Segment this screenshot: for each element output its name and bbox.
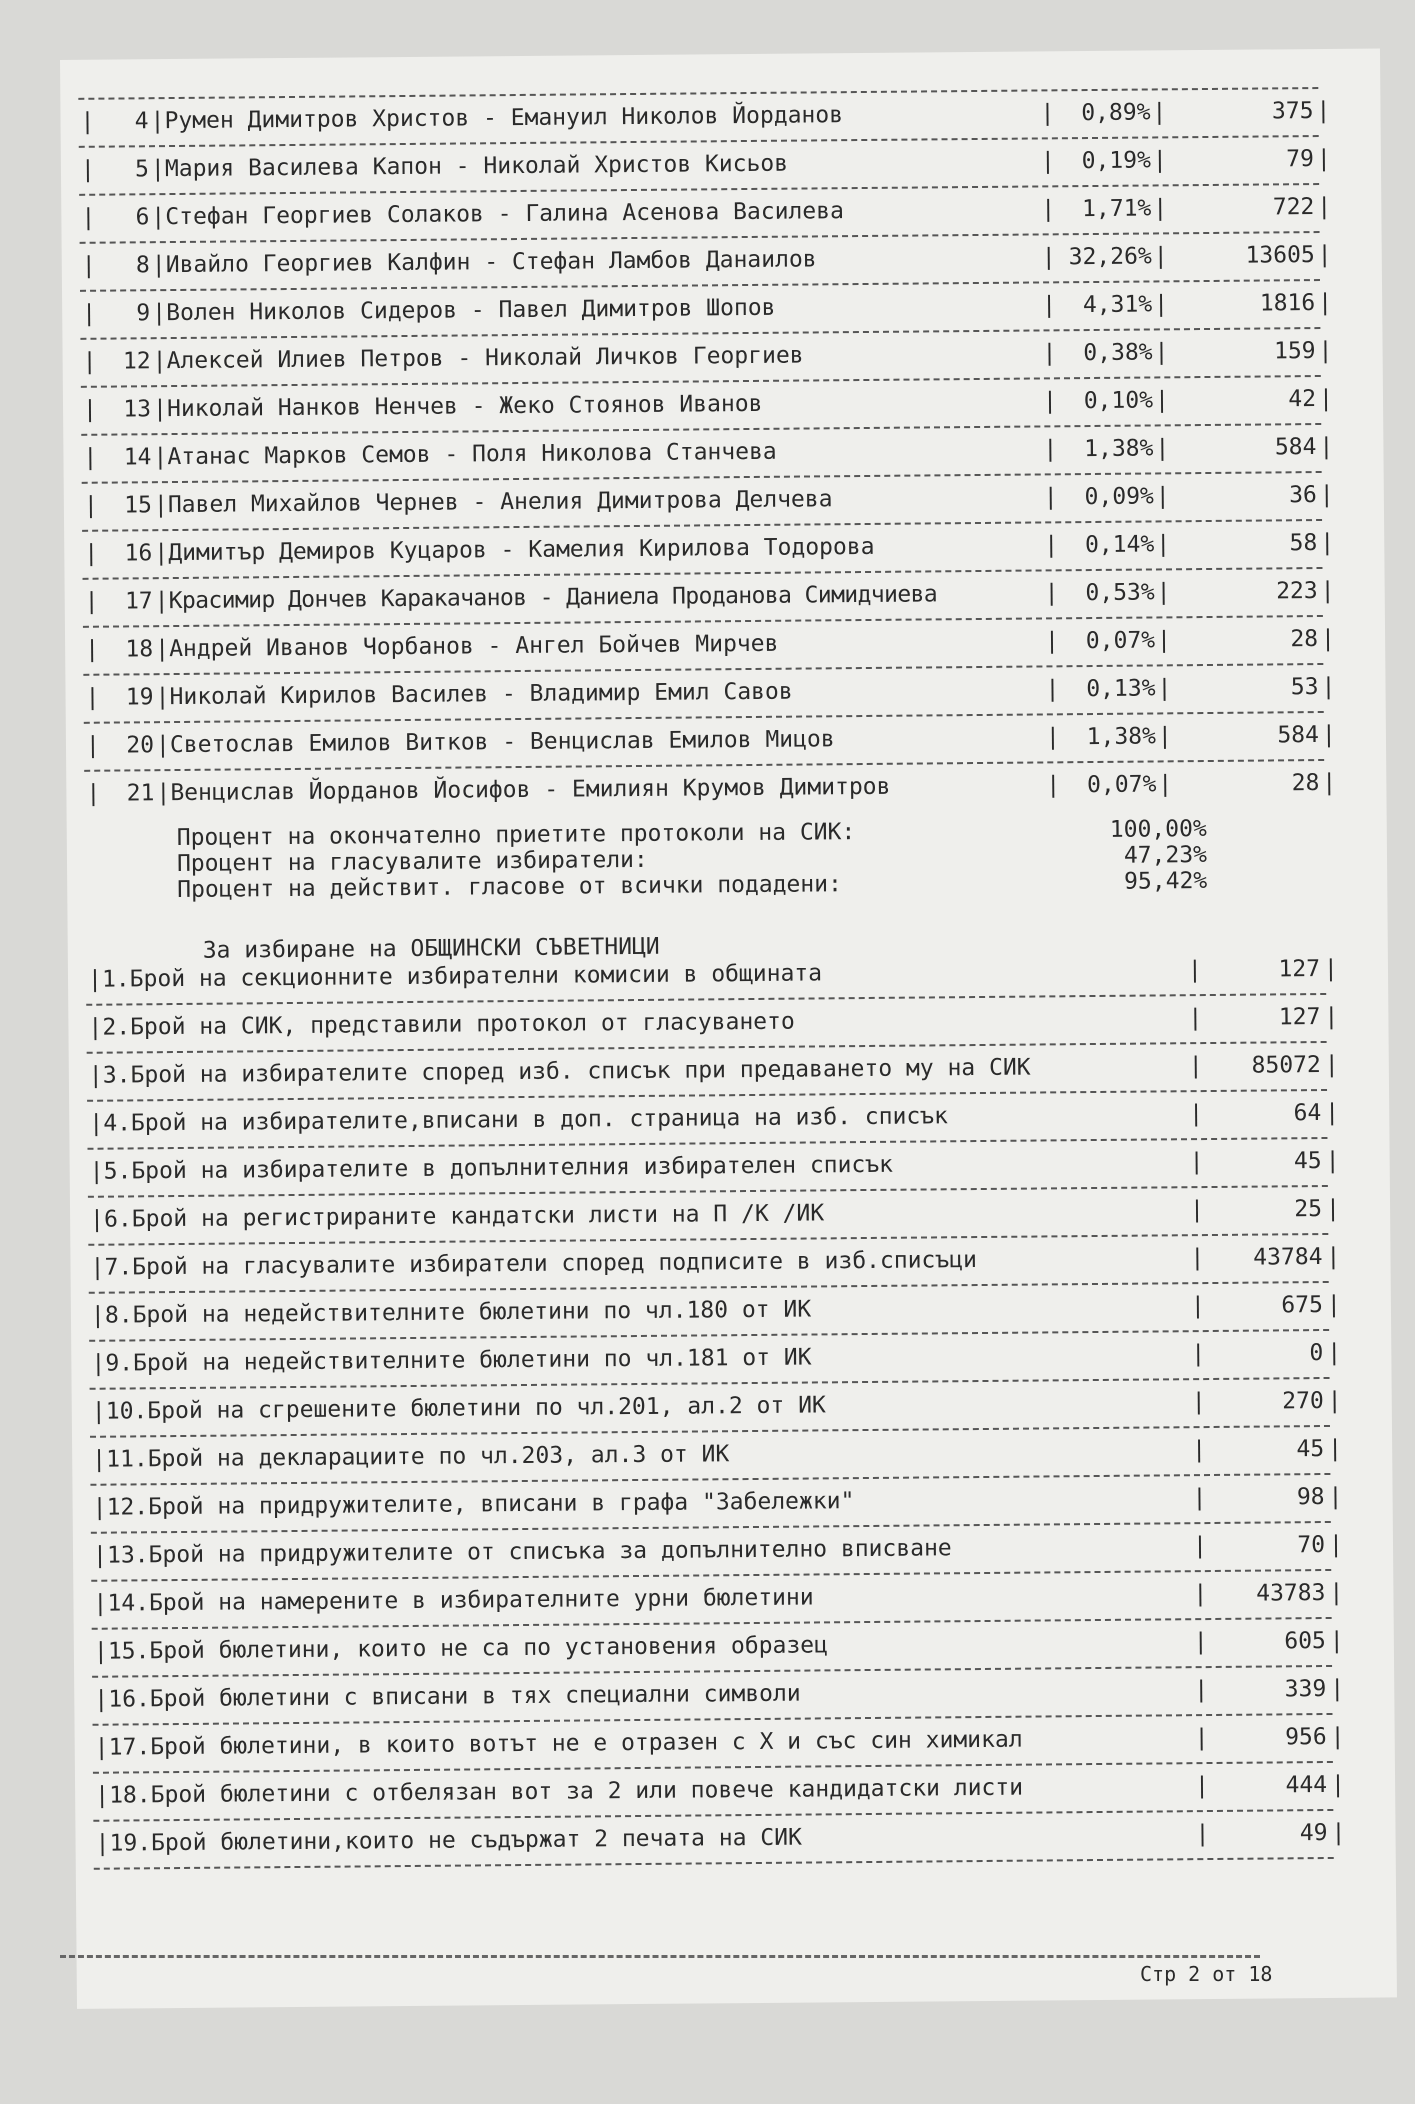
candidate-row: | 15 | Павел Михайлов Чернев - Анелия Димитрова Делчева | 0,09% | 36 | <box>84 475 1324 526</box>
stat-row: | 11.Брой на декларациите по чл.203, ал.3 от ИК | 45 | <box>92 1429 1332 1480</box>
stat-value: 127 <box>1278 1004 1321 1031</box>
candidate-name: Стефан Георгиев Солаков - Галина Асенова Василева <box>165 198 844 231</box>
candidate-number: 21 <box>126 780 155 807</box>
summary-label: Процент на действит. гласове от всички подадени: <box>177 871 843 904</box>
candidate-percent: 0,19% <box>1081 147 1152 175</box>
candidate-votes: 223 <box>1276 578 1318 605</box>
candidate-votes: 42 <box>1288 386 1317 413</box>
stat-row: | 9.Брой на недействителните бюлетини по чл.181 от ИК | 0 | <box>91 1333 1331 1384</box>
candidate-row: | 21 | Венцислав Йорданов Йосифов - Емилиян Крумов Димитров | 0,07% | 28 | <box>86 763 1326 814</box>
stat-label: 8.Брой на недействителните бюлетини по чл.180 от ИК <box>104 1296 812 1329</box>
stat-value: 25 <box>1294 1196 1323 1223</box>
stat-label: 15.Брой бюлетини, които не са по установения образец <box>107 1632 829 1665</box>
stat-row: | 16.Брой бюлетини с вписани в тях специални символи | 339 | <box>94 1669 1334 1720</box>
candidate-name: Светослав Емилов Витков - Венцислав Емилов Мицов <box>169 726 835 759</box>
stat-value: 127 <box>1278 956 1321 983</box>
stat-value: 675 <box>1281 1292 1324 1319</box>
stat-row: | 15.Брой бюлетини, които не са по установения образец | 605 | <box>94 1621 1334 1672</box>
summary-label: Процент на гласувалите избиратели: <box>176 846 648 878</box>
candidate-number: 5 <box>134 156 150 183</box>
stat-value: 605 <box>1284 1628 1326 1655</box>
stat-row: | 17.Брой бюлетини, в които вотът не е отразен с Х и със син химикал | 956 | <box>95 1717 1335 1768</box>
candidate-name: Венцислав Йорданов Йосифов - Емилиян Крумов Димитров <box>170 773 891 807</box>
candidate-row: | 19 | Николай Кирилов Василев - Владимир Емил Савов | 0,13% | 53 | <box>85 667 1325 718</box>
stat-label: 11.Брой на декларациите по чл.203, ал.3 от ИК <box>106 1441 730 1473</box>
candidate-number: 19 <box>125 684 154 711</box>
candidate-number: 15 <box>124 492 153 519</box>
candidate-votes: 1816 <box>1259 290 1316 317</box>
stat-row: | 12.Брой на придружителите, вписани в графа "Забележки" | 98 | <box>92 1477 1332 1528</box>
candidate-row: | 16 | Димитър Демиров Куцаров - Камелия Кирилова Тодорова | 0,14% | 58 | <box>84 523 1324 574</box>
stat-value: 956 <box>1285 1724 1327 1751</box>
candidate-row: | 14 | Атанас Марков Семов - Поля Николова Станчева | 1,38% | 584 | <box>83 427 1323 478</box>
stat-label: 2.Брой на СИК, представили протокол от гласуването <box>102 1008 795 1041</box>
candidate-votes: 159 <box>1273 338 1316 365</box>
stat-value: 45 <box>1296 1436 1325 1463</box>
stat-value: 70 <box>1297 1532 1326 1559</box>
summary-value: 100,00% <box>1109 816 1207 843</box>
candidate-percent: 0,10% <box>1083 387 1154 415</box>
candidate-row: | 18 | Андрей Иванов Чорбанов - Ангел Бойчев Мирчев | 0,07% | 28 | <box>85 619 1325 670</box>
candidate-percent: 0,07% <box>1085 627 1156 655</box>
stat-value: 43784 <box>1253 1244 1323 1271</box>
stat-row: | 14.Брой на намерените в избирателните урни бюлетини | 43783 | <box>93 1573 1333 1624</box>
footer-divider <box>60 1955 1260 1958</box>
stat-label: 10.Брой на сгрешените бюлетини по чл.201, ал.2 от ИК <box>105 1392 826 1425</box>
candidate-votes: 375 <box>1271 98 1314 125</box>
stat-row: | 4.Брой на избирателите,вписани в доп. страница на изб. списък | 64 | <box>89 1093 1329 1144</box>
candidate-number: 6 <box>135 204 150 231</box>
stat-label: 1.Брой на секционните избирателни комисии в общината <box>101 960 823 993</box>
candidate-number: 12 <box>122 348 151 375</box>
candidate-number: 4 <box>134 108 149 135</box>
stat-value: 98 <box>1296 1484 1325 1511</box>
summary-value: 95,42% <box>1124 868 1208 895</box>
candidate-percent: 0,09% <box>1084 483 1154 511</box>
stat-label: 16.Брой бюлетини с вписани в тях специални символи <box>108 1680 801 1713</box>
candidate-name: Ивайло Георгиев Калфин - Стефан Ламбов Данаилов <box>165 246 817 279</box>
candidate-percent: 1,38% <box>1086 723 1157 751</box>
candidate-percent: 4,31% <box>1082 291 1153 319</box>
candidate-name: Мария Василева Капон - Николай Христов Кисьов <box>164 150 789 183</box>
stat-row: | 18.Брой бюлетини с отбелязан вот за 2 или повече кандидатски листи | 444 | <box>95 1765 1335 1816</box>
candidate-votes: 28 <box>1291 770 1320 797</box>
candidate-votes: 36 <box>1289 482 1317 509</box>
stat-row: | 19.Брой бюлетини,които не съдържат 2 печата на СИК | 49 | <box>95 1813 1335 1864</box>
stat-label: 12.Брой на придружителите, вписани в графа "Забележки" <box>106 1488 855 1521</box>
stat-value: 64 <box>1293 1100 1322 1127</box>
candidate-name: Николай Кирилов Василев - Владимир Емил Савов <box>169 678 793 711</box>
candidate-votes: 722 <box>1272 194 1315 221</box>
stat-label: 4.Брой на избирателите,вписани в доп. страница на изб. списък <box>103 1103 949 1137</box>
candidate-name: Красимир Дончев Каракачанов - Даниела Проданова Симидчиева <box>168 581 938 615</box>
candidate-name: Волен Николов Сидеров - Павел Димитров Шопов <box>166 294 776 327</box>
stat-value: 444 <box>1285 1772 1328 1799</box>
candidate-votes: 79 <box>1286 146 1315 173</box>
stat-row: | 2.Брой на СИК, представили протокол от гласуването | 127 | <box>88 997 1328 1048</box>
stat-row: | 3.Брой на избирателите според изб. списък при предаването му на СИК | 85072 | <box>89 1045 1329 1096</box>
candidate-number: 14 <box>123 444 152 471</box>
candidate-number: 20 <box>126 732 155 759</box>
stat-row: | 5.Брой на избирателите в допълнителния избирателен списък | 45 | <box>90 1141 1330 1192</box>
candidate-name: Николай Нанков Ненчев - Жеко Стоянов Иванов <box>166 390 763 423</box>
candidate-votes: 58 <box>1289 530 1318 557</box>
candidate-number: 13 <box>123 396 152 423</box>
candidate-percent: 0,53% <box>1085 579 1155 607</box>
candidate-number: 8 <box>135 252 150 279</box>
candidate-percent: 32,26% <box>1068 243 1152 271</box>
candidate-votes: 53 <box>1290 674 1319 701</box>
candidate-percent: 0,14% <box>1084 531 1155 559</box>
stat-label: 6.Брой на регистрираните кандатски листи на П /К /ИК <box>104 1200 825 1233</box>
candidate-name: Павел Михайлов Чернев - Анелия Димитрова Делчева <box>167 486 833 519</box>
candidate-number: 9 <box>136 300 151 327</box>
stat-value: 43783 <box>1256 1580 1326 1607</box>
stat-value: 270 <box>1282 1388 1324 1415</box>
candidate-row: | 8 | Ивайло Георгиев Калфин - Стефан Ламбов Данаилов | 32,26% | 13605 | <box>82 235 1322 286</box>
candidate-percent: 1,38% <box>1084 435 1154 463</box>
section-title: За избиране на ОБЩИНСКИ СЪВЕТНИЦИ <box>202 933 660 964</box>
stat-value: 339 <box>1284 1676 1327 1703</box>
candidate-percent: 0,07% <box>1087 771 1157 799</box>
stat-row: | 1.Брой на секционните избирателни комисии в общината | 127 | <box>88 949 1328 1000</box>
candidate-row: | 17 | Красимир Дончев Каракачанов - Даниела Проданова Симидчиева | 0,53% | 223 | <box>85 571 1325 622</box>
candidate-name: Атанас Марков Семов - Поля Николова Станчева <box>167 438 777 471</box>
candidate-row: | 20 | Светослав Емилов Витков - Венцислав Емилов Мицов | 1,38% | 584 | <box>86 715 1326 766</box>
candidate-votes: 584 <box>1274 434 1317 461</box>
stat-value: 49 <box>1299 1820 1328 1847</box>
stat-row: | 13.Брой на придружителите от списъка за допълнително вписване | 70 | <box>93 1525 1333 1576</box>
stat-row: | 7.Брой на гласувалите избиратели според подписите в изб.списъци | 43784 | <box>90 1237 1330 1288</box>
stat-value: 45 <box>1293 1148 1322 1175</box>
candidate-name: Андрей Иванов Чорбанов - Ангел Бойчев Мирчев <box>169 630 779 663</box>
candidate-percent: 0,89% <box>1081 99 1151 127</box>
summary-label: Процент на окончателно приетите протоколи на СИК: <box>176 819 856 852</box>
stat-label: 3.Брой на избирателите според изб. списък при предаването му на СИК <box>102 1054 1031 1089</box>
stat-label: 7.Брой на гласувалите избиратели според подписите в изб.списъци <box>104 1247 977 1281</box>
candidate-row: | 12 | Алексей Илиев Петров - Николай Личков Георгиев | 0,38% | 159 | <box>82 331 1322 382</box>
stat-value: 85072 <box>1251 1052 1321 1079</box>
candidate-row: | 4 | Румен Димитров Христов - Емануил Николов Йорданов | 0,89% | 375 | <box>80 91 1320 142</box>
stat-label: 9.Брой на недействителните бюлетини по чл.181 от ИК <box>105 1344 812 1377</box>
document-page <box>60 48 1397 2008</box>
summary-value: 47,23% <box>1123 842 1208 869</box>
candidate-number: 18 <box>125 636 154 663</box>
candidate-percent: 0,13% <box>1086 675 1156 703</box>
stat-label: 17.Брой бюлетини, в които вотът не е отразен с Х и със син химикал <box>108 1726 1023 1761</box>
candidate-row: | 6 | Стефан Георгиев Солаков - Галина Асенова Василева | 1,71% | 722 | <box>81 187 1321 238</box>
candidate-number: 17 <box>124 588 153 615</box>
stat-row: | 6.Брой на регистрираните кандатски листи на П /К /ИК | 25 | <box>90 1189 1330 1240</box>
candidate-name: Румен Димитров Христов - Емануил Николов Йорданов <box>164 102 844 135</box>
candidate-row: | 13 | Николай Нанков Ненчев - Жеко Стоянов Иванов | 0,10% | 42 | <box>83 379 1323 430</box>
candidate-votes: 584 <box>1277 722 1320 749</box>
page-number: Стр 2 от 18 <box>1140 1962 1273 1986</box>
candidate-name: Алексей Илиев Петров - Николай Личков Георгиев <box>166 342 804 375</box>
candidate-votes: 13605 <box>1245 242 1315 269</box>
candidate-row: | 9 | Волен Николов Сидеров - Павел Димитров Шопов | 4,31% | 1816 | <box>82 283 1322 334</box>
stat-row: | 10.Брой на сгрешените бюлетини по чл.201, ал.2 от ИК | 270 | <box>92 1381 1332 1432</box>
candidate-percent: 0,38% <box>1083 339 1153 367</box>
stat-label: 14.Брой на намерените в избирателните урни бюлетини <box>107 1584 814 1617</box>
stat-label: 13.Брой на придружителите от списъка за допълнително вписване <box>106 1535 952 1569</box>
candidate-row: | 5 | Мария Василева Капон - Николай Христов Кисьов | 0,19% | 79 | <box>81 139 1321 190</box>
candidate-votes: 28 <box>1290 626 1319 653</box>
candidate-name: Димитър Демиров Куцаров - Камелия Кирилова Тодорова <box>168 533 875 567</box>
stat-label: 19.Брой бюлетини,които не съдържат 2 печата на СИК <box>109 1824 803 1857</box>
stat-row: | 8.Брой на недействителните бюлетини по чл.180 от ИК | 675 | <box>91 1285 1331 1336</box>
candidate-number: 16 <box>124 540 153 567</box>
stat-label: 18.Брой бюлетини с отбелязан вот за 2 или повече кандидатски листи <box>109 1774 1024 1809</box>
stat-label: 5.Брой на избирателите в допълнителния избирателен списък <box>103 1151 894 1185</box>
candidate-percent: 1,71% <box>1081 195 1152 223</box>
stat-value: 0 <box>1309 1340 1324 1367</box>
